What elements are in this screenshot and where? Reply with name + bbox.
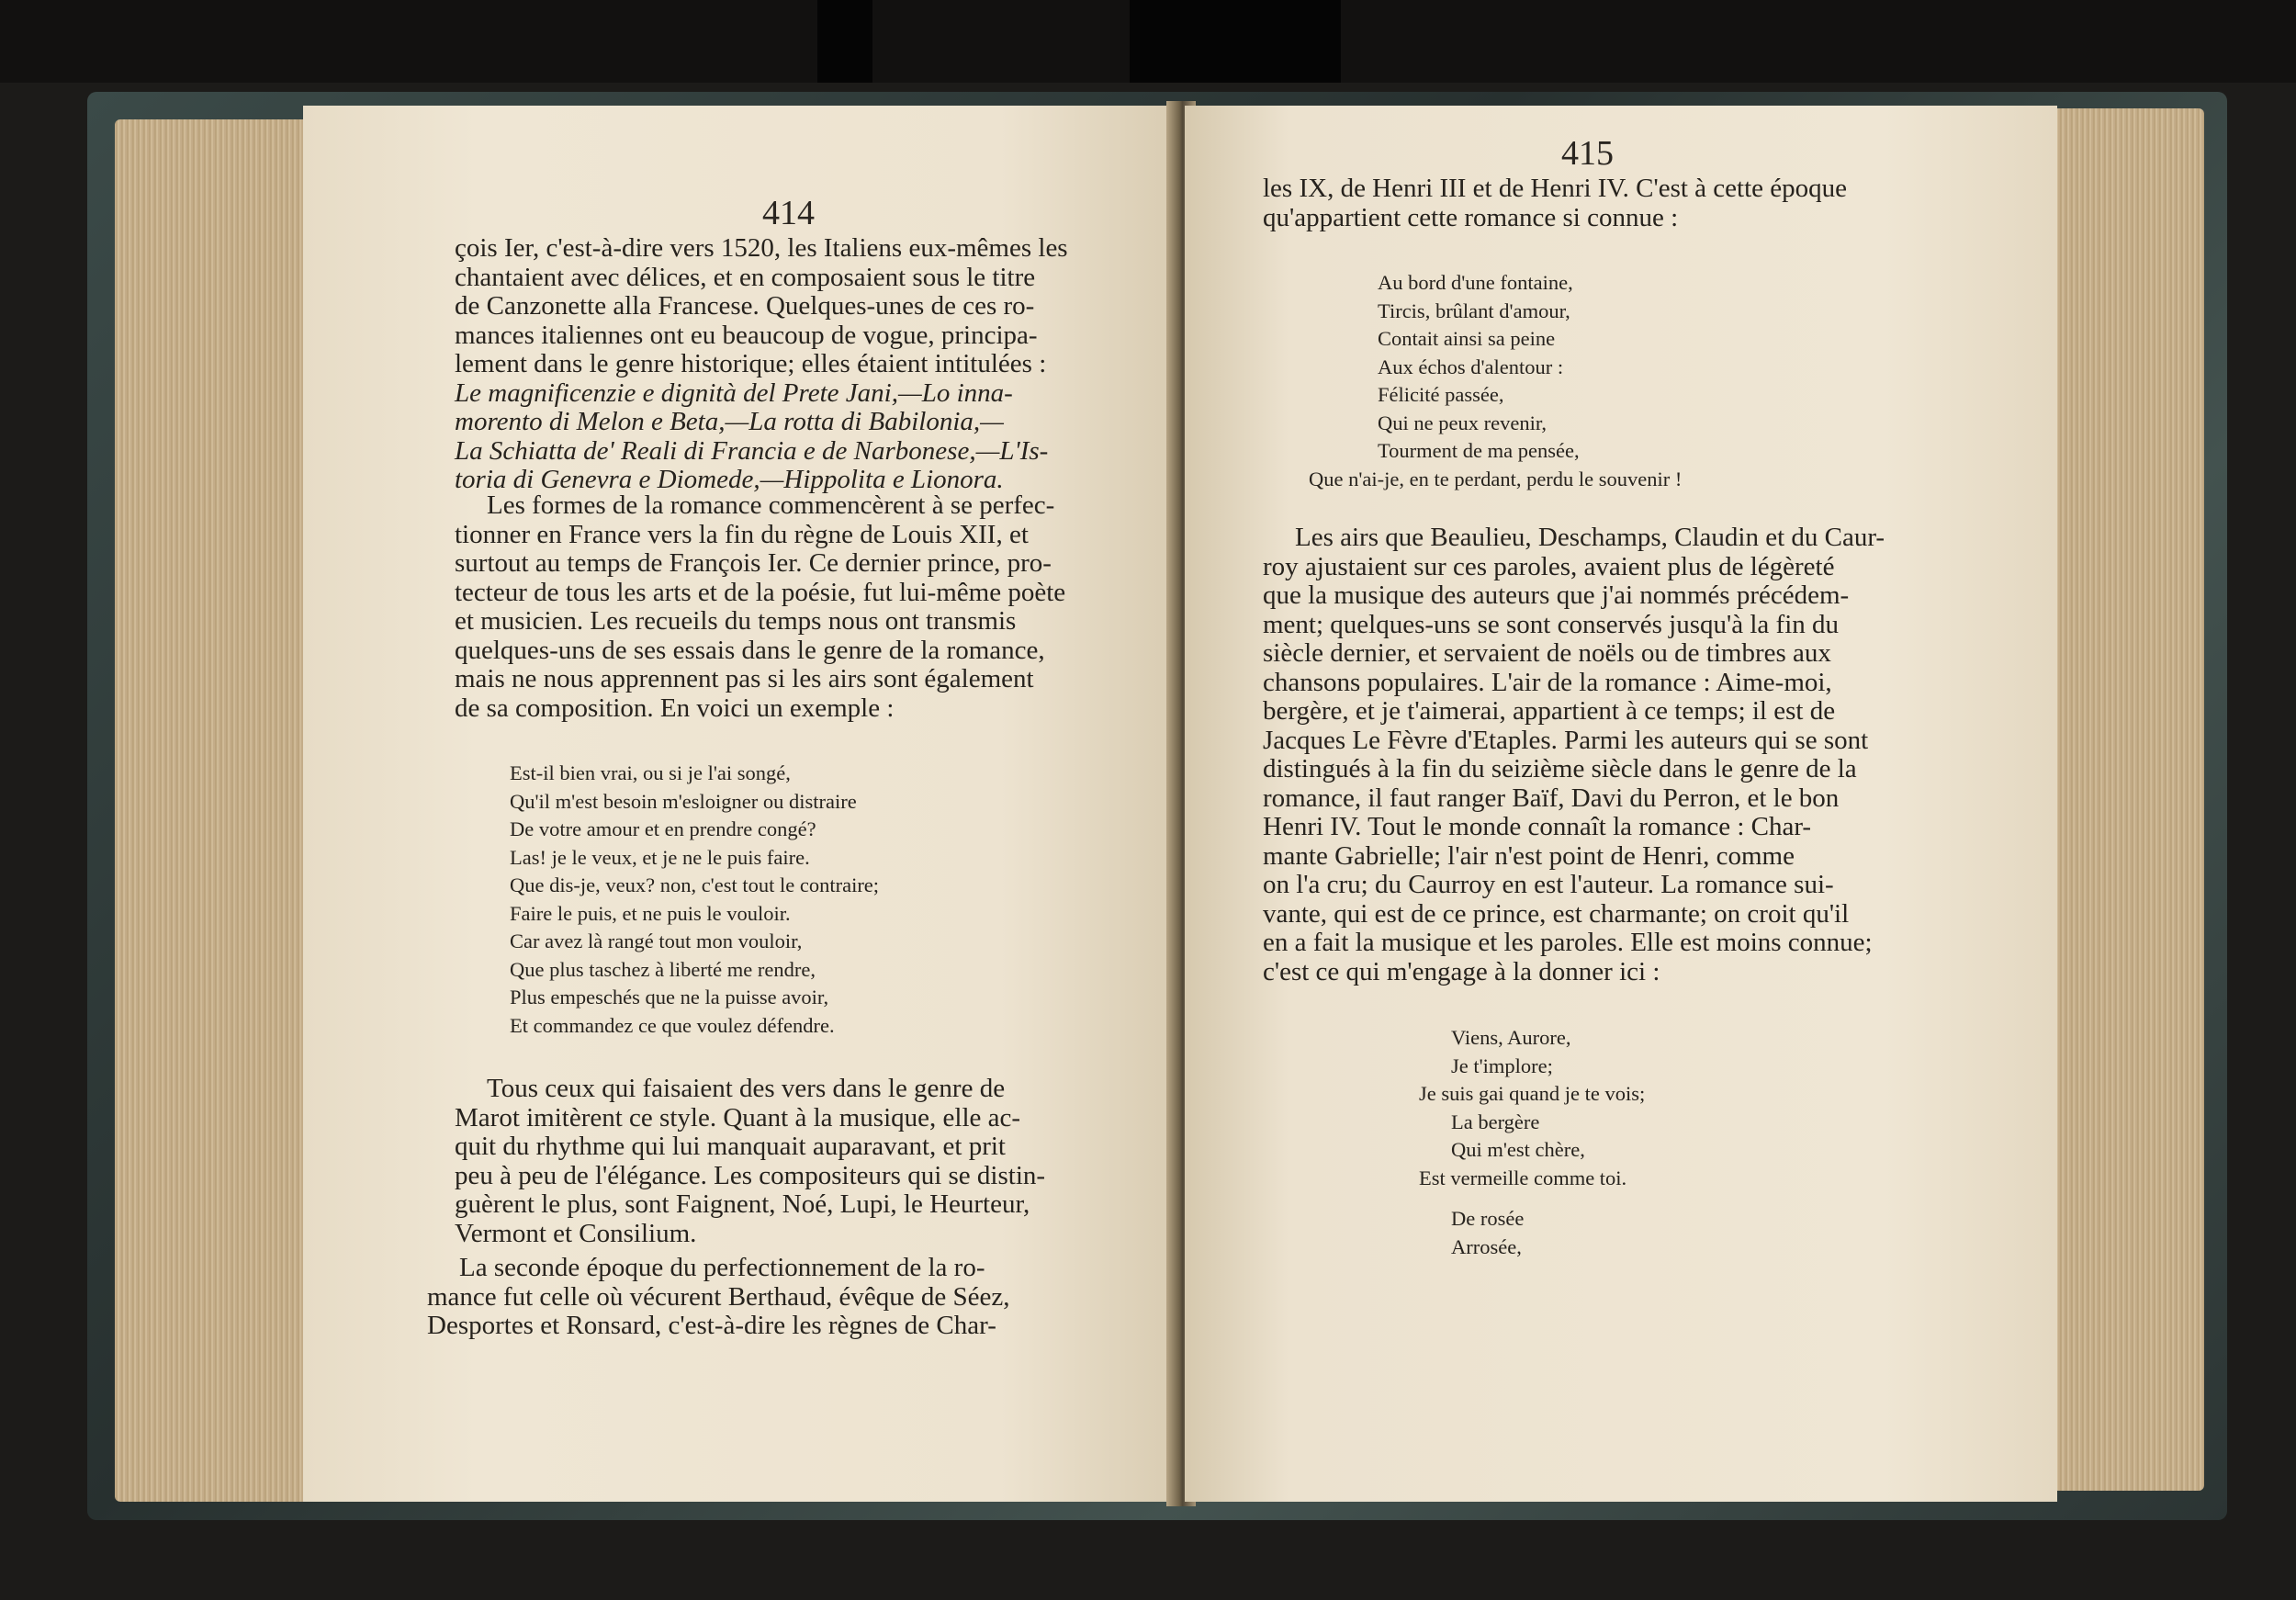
verse: [1419, 1024, 1645, 1261]
text-line: tecteur de tous les arts et de la poésie, fut lui-même poète: [455, 577, 1066, 607]
text-line: et musicien. Les recueils du temps nous ont transmis: [455, 606, 1017, 636]
page-edges-right: [2048, 108, 2204, 1491]
verse-line: Je t'implore;: [1451, 1054, 1553, 1077]
text-line: bergère, et je t'aimerai, appartient à ce temps; il est de: [1263, 696, 1836, 726]
verse-line: Est-il bien vrai, ou si je l'ai songé,: [510, 761, 791, 784]
text-line: Marot imitèrent ce style. Quant à la musique, elle ac-: [455, 1102, 1021, 1132]
paragraph: [455, 491, 1125, 723]
text-line: Tous ceux qui faisaient des vers dans le genre de: [487, 1074, 1006, 1103]
text-line: Les airs que Beaulieu, Deschamps, Claudin et du Caur-: [1295, 523, 1885, 552]
text-line: que la musique des auteurs que j'ai nommés précédem-: [1263, 580, 1850, 610]
text-line: Desportes et Ronsard, c'est-à-dire les règnes de Char-: [427, 1311, 996, 1340]
verse-line: Je suis gai quand je te vois;: [1419, 1082, 1646, 1105]
verse-line: Félicité passée,: [1378, 383, 1504, 406]
verse-line: Qu'il m'est besoin m'esloigner ou distraire: [510, 789, 857, 813]
verse-line: Tircis, brûlant d'amour,: [1378, 299, 1570, 322]
text-line: La Schiatta de' Reali di Francia e de Narbonese,—L'Is-: [455, 435, 1049, 466]
text-line: roy ajustaient sur ces paroles, avaient plus de légèreté: [1263, 551, 1835, 581]
verse-line: Qui ne peux revenir,: [1378, 411, 1548, 434]
text-line: vante, qui est de ce prince, est charmante; on croit qu'il: [1263, 898, 1850, 929]
text-line: tionner en France vers la fin du règne de Louis XII, et: [455, 519, 1029, 549]
verse-line: Que dis-je, veux? non, c'est tout le contraire;: [510, 873, 880, 896]
text-line: lement dans le genre historique; elles étaient intitulées :: [455, 349, 1047, 378]
paragraph: [1263, 524, 1947, 986]
verse-line: Qui m'est chère,: [1451, 1138, 1585, 1161]
text-line: peu à peu de l'élégance. Les compositeurs qui se distin-: [455, 1160, 1046, 1190]
verse-line: De votre amour et en prendre congé?: [510, 817, 816, 840]
verse-line: Contait ainsi sa peine: [1378, 327, 1556, 350]
verse-line: Que n'ai-je, en te perdant, perdu le souvenir !: [1309, 467, 1683, 490]
text-line: La seconde époque du perfectionnement de la ro-: [459, 1253, 985, 1282]
verse-line: La bergère: [1451, 1110, 1540, 1133]
text-line: chansons populaires. L'air de la romance : Aime-moi,: [1263, 667, 1832, 697]
text-line: de Canzonette alla Francese. Quelques-unes de ces ro-: [455, 291, 1035, 321]
text-line: mante Gabrielle; l'air n'est point de Henri, comme: [1263, 840, 1795, 871]
verse-line: Arrosée,: [1451, 1234, 1522, 1258]
verse-line: Tourment de ma pensée,: [1378, 439, 1580, 462]
text-line: quit du rhythme qui lui manquait auparavant, et prit: [455, 1132, 1006, 1161]
text-line: de sa composition. En voici un exemple :: [455, 693, 895, 723]
paragraph: [1263, 175, 1947, 232]
verse-line: De rosée: [1451, 1207, 1525, 1230]
verse-line: Et commandez ce que voulez défendre.: [510, 1013, 835, 1037]
text-line: mais ne nous apprennent pas si les airs sont également: [455, 664, 1034, 693]
verse-line: Plus empeschés que ne la puisse avoir,: [510, 986, 829, 1008]
paragraph: [455, 1075, 1125, 1248]
left-page: [303, 106, 1176, 1502]
text-line: on l'a cru; du Caurroy en est l'auteur. La romance sui-: [1263, 870, 1834, 899]
text-line: Jacques Le Fèvre d'Etaples. Parmi les auteurs qui se sont: [1263, 725, 1869, 755]
text-line: morento di Melon e Beta,—La rotta di Babilonia,—: [455, 407, 1004, 436]
verse-line: Au bord d'une fontaine,: [1378, 271, 1573, 294]
verse: [510, 760, 879, 1040]
verse: [1309, 269, 1683, 493]
verse-line: Aux échos d'alentour :: [1378, 355, 1564, 378]
verse-line: Car avez là rangé tout mon vouloir,: [510, 930, 803, 952]
text-line: mance fut celle où vécurent Berthaud, évêque de Séez,: [427, 1281, 1010, 1312]
page-number: 415: [1561, 134, 1614, 173]
text-line: distingués à la fin du seizième siècle dans le genre de la: [1263, 754, 1857, 783]
verse-line: Las! je le veux, et je ne le puis faire.: [510, 845, 810, 869]
verse-line: Que plus taschez à liberté me rendre,: [510, 957, 816, 981]
text-line: romance, il faut ranger Baïf, Davi du Perron, et le bon: [1263, 783, 1840, 813]
text-line: siècle dernier, et servaient de noëls ou de timbres aux: [1263, 638, 1831, 668]
text-line: en a fait la musique et les paroles. Elle est moins connue;: [1263, 928, 1873, 957]
verse-line: Est vermeille comme toi.: [1419, 1166, 1627, 1189]
paragraph: [427, 1254, 1125, 1341]
background-band: [0, 0, 2296, 83]
page-edges-left: [115, 119, 317, 1502]
text-line: ment; quelques-uns se sont conservés jusqu'à la fin du: [1263, 609, 1839, 639]
text-line: guèrent le plus, sont Faignent, Noé, Lupi, le Heurteur,: [455, 1189, 1030, 1219]
text-line: quelques-uns de ses essais dans le genre de la romance,: [455, 635, 1045, 665]
text-line: les IX, de Henri III et de Henri IV. C'est à cette époque: [1263, 174, 1848, 203]
text-line: surtout au temps de François Ier. Ce dernier prince, pro-: [455, 548, 1052, 578]
text-line: Henri IV. Tout le monde connaît la romance : Char-: [1263, 812, 1812, 841]
text-line: çois Ier, c'est-à-dire vers 1520, les Italiens eux-mêmes les: [455, 233, 1068, 263]
text-line: Vermont et Consilium.: [455, 1218, 697, 1248]
text-line: chantaient avec délices, et en composaient sous le titre: [455, 262, 1036, 292]
verse-line: Viens, Aurore,: [1451, 1026, 1571, 1049]
page-number: 414: [762, 194, 815, 232]
text-line: toria di Genevra e Diomede,—Hippolita e Lionora.: [455, 465, 1004, 494]
verse-line: Faire le puis, et ne puis le vouloir.: [510, 901, 791, 925]
text-line: mances italiennes ont eu beaucoup de vogue, principa-: [455, 320, 1038, 350]
background-shadow: [817, 0, 872, 83]
text-line: Les formes de la romance commencèrent à se perfec-: [487, 490, 1055, 520]
text-line: Le magnificenzie e dignità del Prete Jani,—Lo inna-: [455, 377, 1013, 408]
paragraph: [455, 234, 1125, 495]
text-line: qu'appartient cette romance si connue :: [1263, 202, 1679, 232]
text-line: c'est ce qui m'engage à la donner ici :: [1263, 956, 1660, 986]
right-page: [1185, 106, 2057, 1502]
background-shadow: [1130, 0, 1341, 83]
